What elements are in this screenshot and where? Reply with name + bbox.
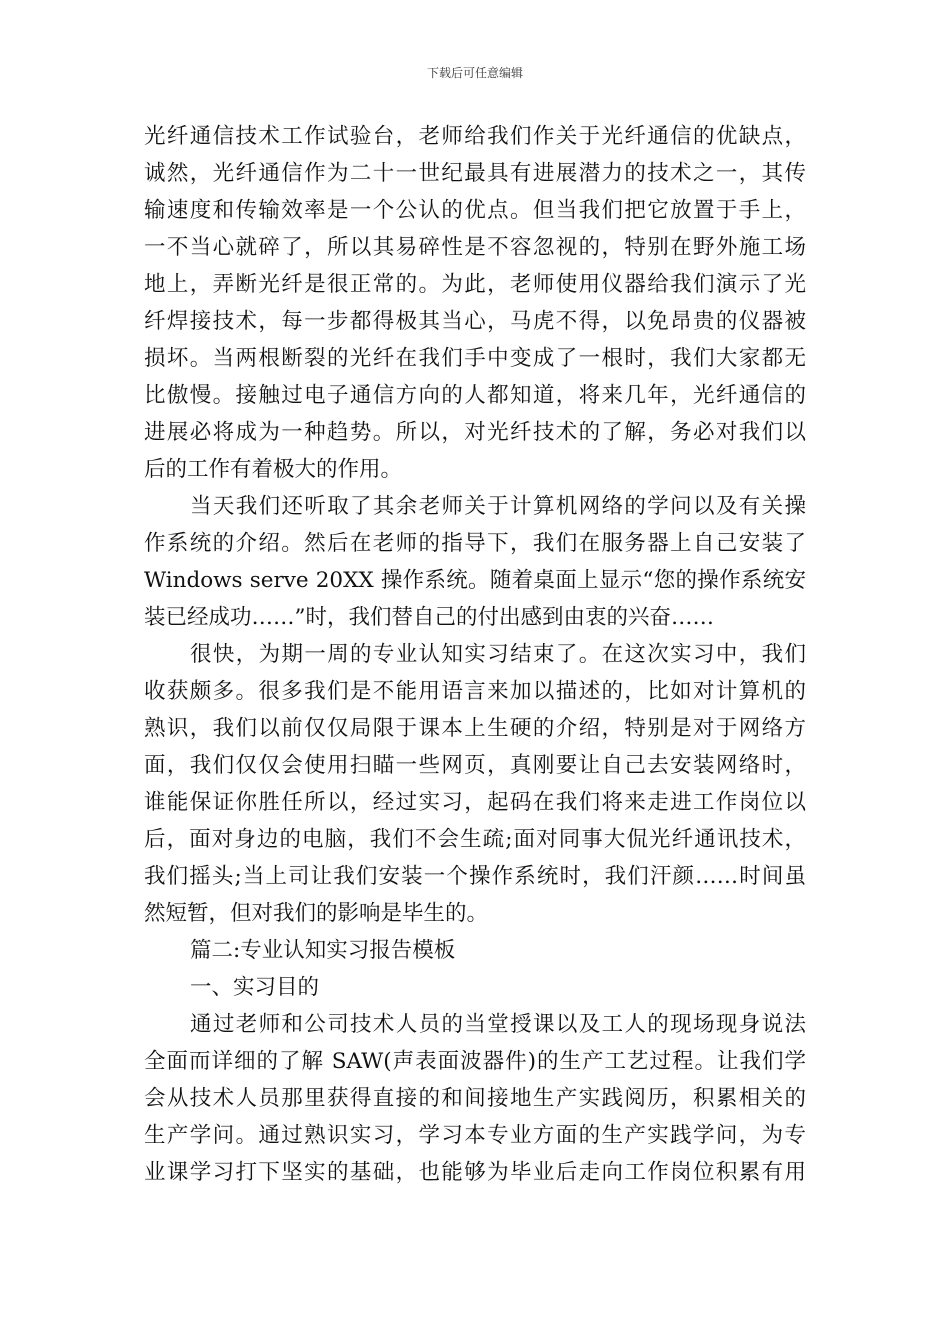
text-line: 作系统的介绍。然后在老师的指导下，我们在服务器上自己安装了 — [144, 531, 806, 556]
text-line: 进展必将成为一种趋势。所以，对光纤技术的了解，务必对我们以 — [144, 420, 806, 445]
text-line: 会从技术人员那里获得直接的和间接地生产实践阅历，积累相关的 — [144, 1086, 806, 1111]
text-line: 面，我们仅仅会使用扫瞄一些网页，真刚要让自己去安装网络时， — [144, 753, 806, 778]
text-line: Windows serve 20XX 操作系统。随着桌面上显示“您的操作系统安 — [144, 568, 806, 593]
text-line: 后，面对身边的电脑，我们不会生疏;面对同事大侃光纤通讯技术， — [144, 827, 806, 852]
text-line: 生产学问。通过熟识实习，学习本专业方面的生产实践学问，为专 — [144, 1123, 806, 1148]
text-line: 收获颇多。很多我们是不能用语言来加以描述的，比如对计算机的 — [144, 679, 806, 704]
text-line: 通过老师和公司技术人员的当堂授课以及工人的现场现身说法 — [190, 1012, 806, 1037]
page-header: 下载后可任意编辑 — [426, 66, 523, 80]
text-line: 一不当心就碎了，所以其易碎性是不容忽视的，特别在野外施工场 — [144, 235, 806, 260]
text-line: 损坏。当两根断裂的光纤在我们手中变成了一根时，我们大家都无 — [144, 346, 806, 371]
text-line: 诚然，光纤通信作为二十一世纪最具有进展潜力的技术之一，其传 — [144, 161, 806, 186]
text-line: 熟识，我们以前仅仅局限于课本上生硬的介绍，特别是对于网络方 — [144, 716, 806, 741]
body-text — [144, 118, 806, 1191]
text-line: 很快，为期一周的专业认知实习结束了。在这次实习中，我们 — [190, 642, 806, 667]
text-line: 光纤通信技术工作试验台，老师给我们作关于光纤通信的优缺点， — [144, 124, 806, 149]
text-line: 当天我们还听取了其余老师关于计算机网络的学问以及有关操 — [190, 494, 806, 519]
text-line: 然短暂，但对我们的影响是毕生的。 — [144, 901, 489, 926]
subsection-heading: 一、实习目的 — [190, 975, 320, 1000]
text-line: 我们摇头;当上司让我们安装一个操作系统时，我们汗颜……时间虽 — [144, 864, 806, 889]
text-line: 比傲慢。接触过电子通信方向的人都知道，将来几年，光纤通信的 — [144, 383, 806, 408]
section-heading: 篇二:专业认知实习报告模板 — [190, 938, 456, 963]
text-line: 后的工作有着极大的作用。 — [144, 457, 403, 482]
text-line: 全面而详细的了解 SAW(声表面波器件)的生产工艺过程。让我们学 — [144, 1049, 806, 1074]
text-line: 地上，弄断光纤是很正常的。为此，老师使用仪器给我们演示了光 — [144, 272, 806, 297]
text-line: 纤焊接技术，每一步都得极其当心，马虎不得，以免昂贵的仪器被 — [144, 309, 806, 334]
text-line: 谁能保证你胜任所以，经过实习，起码在我们将来走进工作岗位以 — [144, 790, 806, 815]
text-line: 装已经成功……”时，我们替自己的付出感到由衷的兴奋…… — [144, 605, 714, 630]
text-line: 业课学习打下坚实的基础，也能够为毕业后走向工作岗位积累有用 — [144, 1160, 806, 1185]
text-line: 输速度和传输效率是一个公认的优点。但当我们把它放置于手上， — [144, 198, 806, 223]
